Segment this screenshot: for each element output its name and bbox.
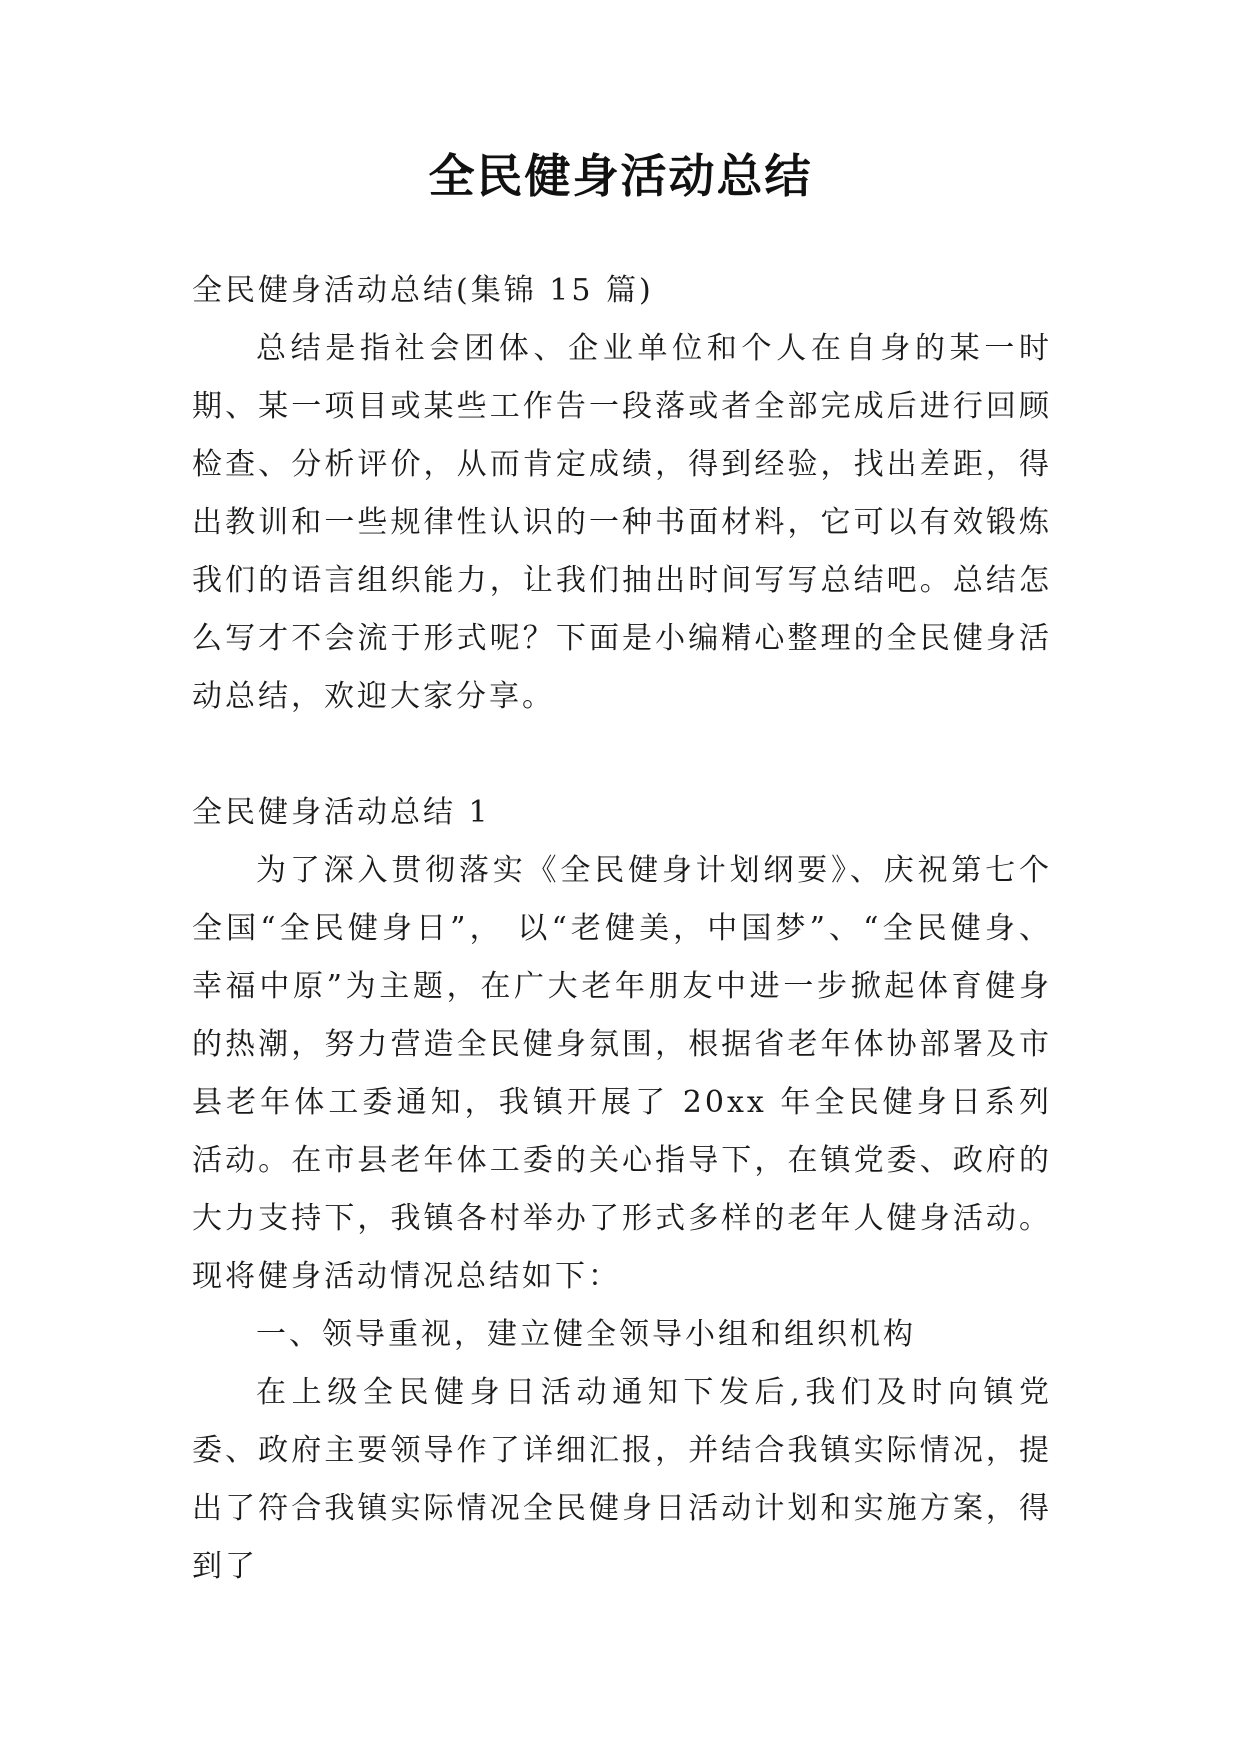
- paragraph-spacer: [192, 726, 1052, 784]
- document-subtitle: 全民健身活动总结(集锦 15 篇): [192, 273, 654, 308]
- document-body: [192, 262, 1052, 1596]
- section-heading: 全民健身活动总结 1: [192, 795, 491, 830]
- intro-paragraph: 总结是指社会团体、企业单位和个人在自身的某一时期、某一项目或某些工作告一段落或者全部完成后进行回顾检查、分析评价，从而肯定成绩，得到经验，找出差距，得出教训和一些规律性认识的一种书面材料，它可以有效锻炼我们的语言组织能力，让我们抽出时间写写总结吧。总结怎么写才不会流于形式呢？下面是小编精心整理的全民健身活动总结，欢迎大家分享。: [192, 331, 1052, 714]
- section-paragraph: 在上级全民健身日活动通知下发后,我们及时向镇党委、政府主要领导作了详细汇报，并结合我镇实际情况，提出了符合我镇实际情况全民健身日活动计划和实施方案，得到了: [192, 1375, 1052, 1584]
- document-title: 全民健身活动总结: [428, 149, 813, 203]
- section-list-item: 一、领导重视，建立健全领导小组和组织机构: [256, 1317, 916, 1352]
- section-paragraph: 为了深入贯彻落实《全民健身计划纲要》、庆祝第七个全国“全民健身日”， 以“老健美，中国梦”、“全民健身、幸福中原”为主题，在广大老年朋友中进一步掀起体育健身的热潮，努力营造全民健身氛围，根据省老年体协部署及市县老年体工委通知，我镇开展了 20xx 年全民健身日系列活动。在市县老年体工委的关心指导下，在镇党委、政府的大力支持下，我镇各村举办了形式多样的老年人健身活动。现将健身活动情况总结如下：: [192, 853, 1052, 1294]
